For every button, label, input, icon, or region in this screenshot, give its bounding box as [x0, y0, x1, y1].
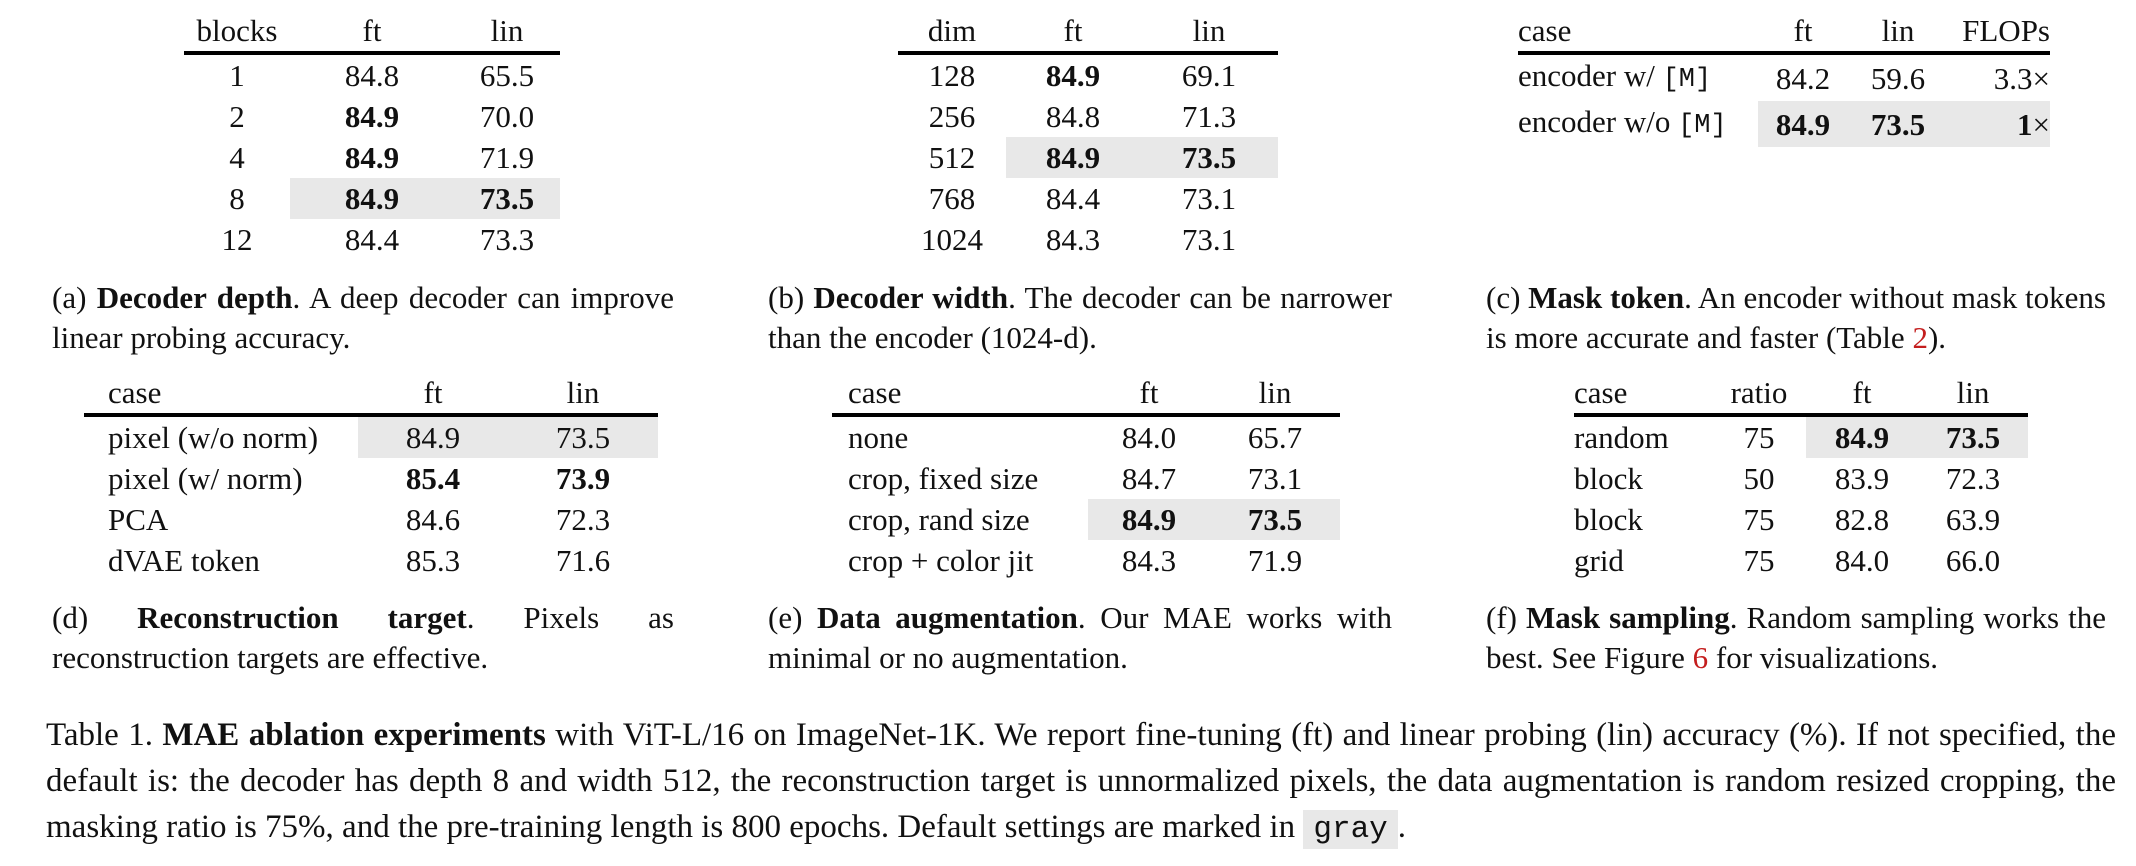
- table-row: [832, 499, 1340, 540]
- cell: 75: [1743, 502, 1775, 537]
- cell: 84.9: [1006, 137, 1140, 178]
- cell: 84.9: [1806, 415, 1918, 458]
- caption-b-text: . The decoder can be narrower than the encoder (1024-d).: [768, 280, 1393, 355]
- col-header-lin: lin: [1918, 372, 2028, 415]
- table-row: [898, 178, 1278, 219]
- cell: 66.0: [1945, 543, 2001, 578]
- cell: 63.9: [1945, 502, 2001, 537]
- cell: [1948, 101, 2050, 147]
- cell: 512: [928, 140, 976, 175]
- caption-f: [1486, 598, 2106, 678]
- caption-a-label: (a): [52, 280, 87, 315]
- col-header-case: case: [832, 372, 1088, 415]
- table-row: [832, 415, 1340, 458]
- cell: 84.3: [1121, 543, 1177, 578]
- table-row: [184, 137, 560, 178]
- table-row: [1518, 53, 2050, 101]
- caption-e-title: Data augmentation: [817, 600, 1078, 635]
- cell: 71.9: [1247, 543, 1303, 578]
- caption-f-label: (f): [1486, 600, 1517, 635]
- cell: 1024: [921, 222, 983, 257]
- caption-b: [768, 278, 1392, 358]
- cell: 84.3: [1045, 222, 1101, 257]
- col-header-case: case: [1574, 372, 1712, 415]
- mask-token-code: [M]: [1678, 111, 1727, 141]
- caption-e-text: . Our MAE works with minimal or no augmentation.: [768, 600, 1392, 675]
- col-header-dim: dim: [898, 10, 1006, 53]
- gray-swatch: gray: [1303, 810, 1397, 849]
- cell: [1518, 53, 1758, 101]
- cell: grid: [1574, 543, 1624, 578]
- cell: 85.4: [405, 461, 461, 496]
- cell: 128: [928, 58, 976, 93]
- table-row: [84, 458, 658, 499]
- cell: block: [1574, 502, 1643, 537]
- cell: 73.5: [1848, 101, 1948, 147]
- table-row: [1574, 499, 2028, 540]
- cell: 71.9: [479, 140, 535, 175]
- caption-d: [52, 598, 674, 678]
- times-symbol: ×: [2032, 60, 2050, 96]
- table-row: [184, 219, 560, 260]
- cell: block: [1574, 461, 1643, 496]
- cell: 84.9: [1758, 101, 1848, 147]
- caption-b-label: (b): [768, 280, 805, 315]
- table-row: [84, 415, 658, 458]
- cell: 256: [928, 99, 976, 134]
- caption-f-title: Mask sampling: [1526, 600, 1730, 635]
- table-row: [832, 458, 1340, 499]
- table-caption: [46, 712, 2116, 853]
- caption-c: [1486, 278, 2106, 358]
- cell: 73.5: [1918, 415, 2028, 458]
- cell: 73.5: [1210, 499, 1340, 540]
- cell: 8: [229, 181, 245, 216]
- table-row: [184, 96, 560, 137]
- cell: 84.9: [1088, 499, 1210, 540]
- figure-ref-link[interactable]: 6: [1692, 640, 1709, 675]
- flops-value: 3.3: [1993, 60, 2033, 96]
- cell: [1518, 101, 1758, 147]
- table-f: [1574, 372, 2028, 581]
- cell: 73.1: [1247, 461, 1303, 496]
- col-header-ratio: ratio: [1712, 372, 1806, 415]
- col-header-lin: lin: [1140, 10, 1278, 53]
- caption-b-title: Decoder width: [813, 280, 1009, 315]
- table-b: [898, 10, 1278, 260]
- table-row: [898, 53, 1278, 96]
- cell: 84.8: [1045, 99, 1101, 134]
- table-row: [898, 96, 1278, 137]
- caption-prefix: Table 1.: [46, 717, 163, 753]
- cell: crop, fixed size: [848, 461, 1039, 496]
- caption-c-after: ).: [1927, 320, 1947, 355]
- cell: crop, rand size: [848, 502, 1030, 537]
- cell: dVAE token: [108, 543, 260, 578]
- table-row: [184, 53, 560, 96]
- cell: 71.6: [555, 543, 611, 578]
- table-row: [84, 499, 658, 540]
- table-row: [898, 219, 1278, 260]
- mask-token-code: [M]: [1662, 65, 1712, 95]
- cell: 768: [928, 181, 976, 216]
- col-header-ft: ft: [1088, 372, 1210, 415]
- caption-a-text: . A deep decoder can improve linear probing accuracy.: [52, 280, 674, 355]
- table-ref-link[interactable]: 2: [1912, 320, 1928, 355]
- cell: 73.9: [555, 461, 611, 496]
- cell: 59.6: [1870, 60, 1926, 96]
- cell: 84.9: [1045, 58, 1101, 93]
- col-header-case: case: [84, 372, 358, 415]
- table-row: [1574, 415, 2028, 458]
- cell: 84.9: [358, 415, 508, 458]
- cell: 4: [229, 140, 245, 175]
- col-header-lin: lin: [1848, 10, 1948, 53]
- col-header-flops: FLOPs: [1948, 10, 2050, 53]
- cell: 12: [221, 222, 253, 257]
- cell: 84.0: [1121, 420, 1177, 455]
- table-row: [832, 540, 1340, 581]
- caption-d-label: (d): [52, 600, 89, 635]
- cell: 65.7: [1247, 420, 1303, 455]
- cell: 84.6: [405, 502, 461, 537]
- cell: 84.9: [344, 140, 400, 175]
- cell: [1948, 53, 2050, 101]
- table-row: [84, 540, 658, 581]
- case-text: encoder w/o: [1518, 104, 1671, 139]
- caption-e-label: (e): [768, 600, 803, 635]
- table-row: [1574, 540, 2028, 581]
- cell: 70.0: [479, 99, 535, 134]
- col-header-lin: lin: [454, 10, 560, 53]
- caption-a-title: Decoder depth: [96, 280, 293, 315]
- cell: 84.4: [344, 222, 400, 257]
- cell: 84.4: [1045, 181, 1101, 216]
- cell: 73.3: [479, 222, 535, 257]
- cell: crop + color jit: [848, 543, 1034, 578]
- cell: 85.3: [405, 543, 461, 578]
- caption-d-text: . Pixels as reconstruction targets are effective.: [52, 600, 674, 675]
- cell: random: [1574, 420, 1669, 455]
- cell: 50: [1743, 461, 1775, 496]
- table-row: [1574, 458, 2028, 499]
- caption-a: [52, 278, 674, 358]
- cell: 73.1: [1181, 222, 1237, 257]
- caption-d-title: Reconstruction target: [137, 600, 467, 635]
- col-header-ft: ft: [1806, 372, 1918, 415]
- caption-f-text: . Random sampling works the best. See Figure: [1486, 600, 2106, 675]
- flops-value: 1: [2017, 106, 2033, 142]
- cell: 72.3: [555, 502, 611, 537]
- table-c: [1518, 10, 2050, 147]
- cell: 75: [1743, 420, 1775, 455]
- cell: 84.9: [290, 178, 454, 219]
- caption-body: with ViT-L/16 on ImageNet-1K. We report fine-tuning (ft) and linear probing (lin) accuracy (%). If not specified, the default is: the decoder has depth 8 and width 512, the reconstruction target is unnormalized pixels, the data augmentation is random resized cropping, the masking ratio is 75%, and the pre-training length is 800 epochs. Default settings are marked in: [46, 717, 2116, 845]
- times-symbol: ×: [2032, 106, 2050, 142]
- table-row: [1518, 101, 2050, 147]
- table-row: [898, 137, 1278, 178]
- cell: 72.3: [1945, 461, 2001, 496]
- table-e: [832, 372, 1340, 581]
- cell: 84.8: [344, 58, 400, 93]
- cell: pixel (w/o norm): [108, 420, 319, 455]
- col-header-case: case: [1518, 10, 1758, 53]
- cell: 75: [1743, 543, 1775, 578]
- caption-end: .: [1397, 809, 1407, 845]
- table-row: [184, 178, 560, 219]
- col-header-ft: ft: [290, 10, 454, 53]
- cell: 73.5: [454, 178, 560, 219]
- cell: 69.1: [1181, 58, 1237, 93]
- cell: 82.8: [1834, 502, 1890, 537]
- cell: PCA: [108, 502, 169, 537]
- caption-c-title: Mask token: [1528, 280, 1685, 315]
- cell: 84.7: [1121, 461, 1177, 496]
- cell: pixel (w/ norm): [108, 461, 303, 496]
- cell: 84.2: [1775, 60, 1831, 96]
- col-header-ft: ft: [1758, 10, 1848, 53]
- col-header-ft: ft: [1006, 10, 1140, 53]
- cell: 73.5: [508, 415, 658, 458]
- cell: 65.5: [479, 58, 535, 93]
- col-header-ft: ft: [358, 372, 508, 415]
- col-header-lin: lin: [508, 372, 658, 415]
- cell: 1: [229, 58, 245, 93]
- caption-c-label: (c): [1486, 280, 1521, 315]
- cell: 84.9: [344, 99, 400, 134]
- caption-title: MAE ablation experiments: [162, 717, 546, 753]
- table-d: [84, 372, 658, 581]
- col-header-lin: lin: [1210, 372, 1340, 415]
- table-a: [184, 10, 560, 260]
- cell: 83.9: [1834, 461, 1890, 496]
- cell: none: [848, 420, 909, 455]
- caption-f-after: for visualizations.: [1708, 640, 1939, 675]
- case-text: encoder w/: [1518, 58, 1655, 93]
- caption-c-text: . An encoder without mask tokens is more accurate and faster (Table: [1486, 280, 2106, 355]
- cell: 71.3: [1181, 99, 1237, 134]
- caption-e: [768, 598, 1392, 678]
- cell: 84.0: [1834, 543, 1890, 578]
- col-header-blocks: blocks: [184, 10, 290, 53]
- cell: 73.1: [1181, 181, 1237, 216]
- cell: 2: [229, 99, 245, 134]
- cell: 73.5: [1140, 137, 1278, 178]
